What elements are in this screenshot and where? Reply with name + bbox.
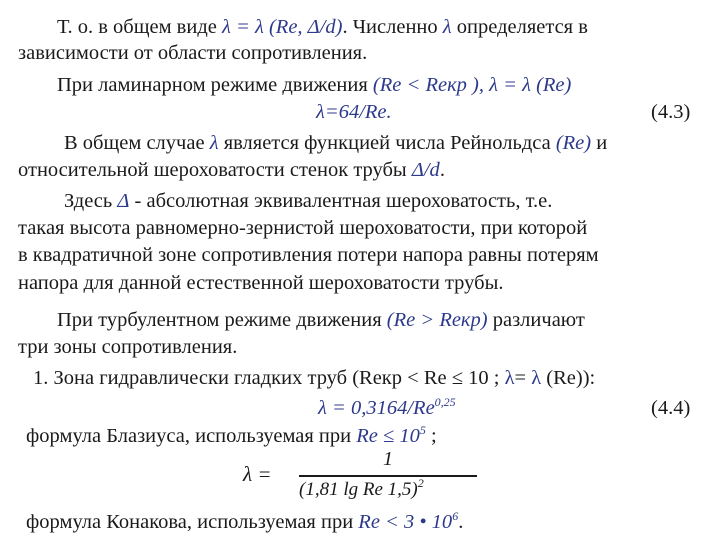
- fraction-lambda-lhs: λ =: [243, 462, 272, 486]
- paragraph-line-2: зависимости от области сопротивления.: [18, 42, 368, 64]
- fraction-numerator: 1: [383, 448, 393, 470]
- paragraph-line-11: При турбулентном режиме движения (Re > Reкр) различают: [57, 309, 585, 331]
- paragraph-line-6: относительной шероховатости стенок трубы Δ/d.: [18, 159, 445, 181]
- equation-number-4-4: (4.4): [651, 397, 691, 419]
- paragraph-line-7: Здесь Δ - абсолютная эквивалентная шероховатость, т.е.: [64, 190, 553, 212]
- paragraph-line-10: напора для данной естественной шероховатости трубы.: [18, 272, 504, 294]
- paragraph-line-16: формула Конакова, используемая при Re < 3 • $10^6$.: [26, 509, 464, 533]
- formula-4-3: λ=64/Re.: [316, 101, 392, 123]
- fraction-denominator: (1,81 lg Re 1,5)$^2$: [299, 476, 424, 500]
- formula-4-4: λ = 0,3164/Re$^{0,25}$: [318, 395, 456, 419]
- fraction-bar: [299, 475, 477, 477]
- paragraph-line-1: Т. о. в общем виде λ = λ (Re, Δ/d). Численно λ определяется в: [57, 16, 588, 38]
- formula-lambda-re-delta-d: λ = λ (Re, Δ/d): [222, 16, 343, 38]
- equation-number-4-3: (4.3): [651, 101, 691, 123]
- formula-turbulent-condition: (Re > Reкр): [386, 309, 488, 331]
- formula-laminar-condition: (Re < Reкр ), λ = λ (Re): [372, 74, 572, 96]
- paragraph-line-13: 1. Зона гидравлически гладких труб (Reкр < Re ≤ 10 ; λ= λ (Re)):: [33, 367, 596, 389]
- paragraph-line-12: три зоны сопротивления.: [18, 336, 238, 358]
- paragraph-line-15: формула Блазиуса, используемая при $Re \le 10^5$ ;: [26, 423, 437, 447]
- paragraph-line-3: При ламинарном режиме движения (Re < Reкр ), λ = λ (Re): [57, 74, 572, 96]
- paragraph-line-9: в квадратичной зоне сопротивления потери напора равны потерям: [18, 244, 599, 266]
- paragraph-line-5: В общем случае λ является функцией числа Рейнольдса (Re) и: [64, 132, 608, 154]
- paragraph-line-8: такая высота равномерно-зернистой шероховатости, при которой: [18, 217, 588, 239]
